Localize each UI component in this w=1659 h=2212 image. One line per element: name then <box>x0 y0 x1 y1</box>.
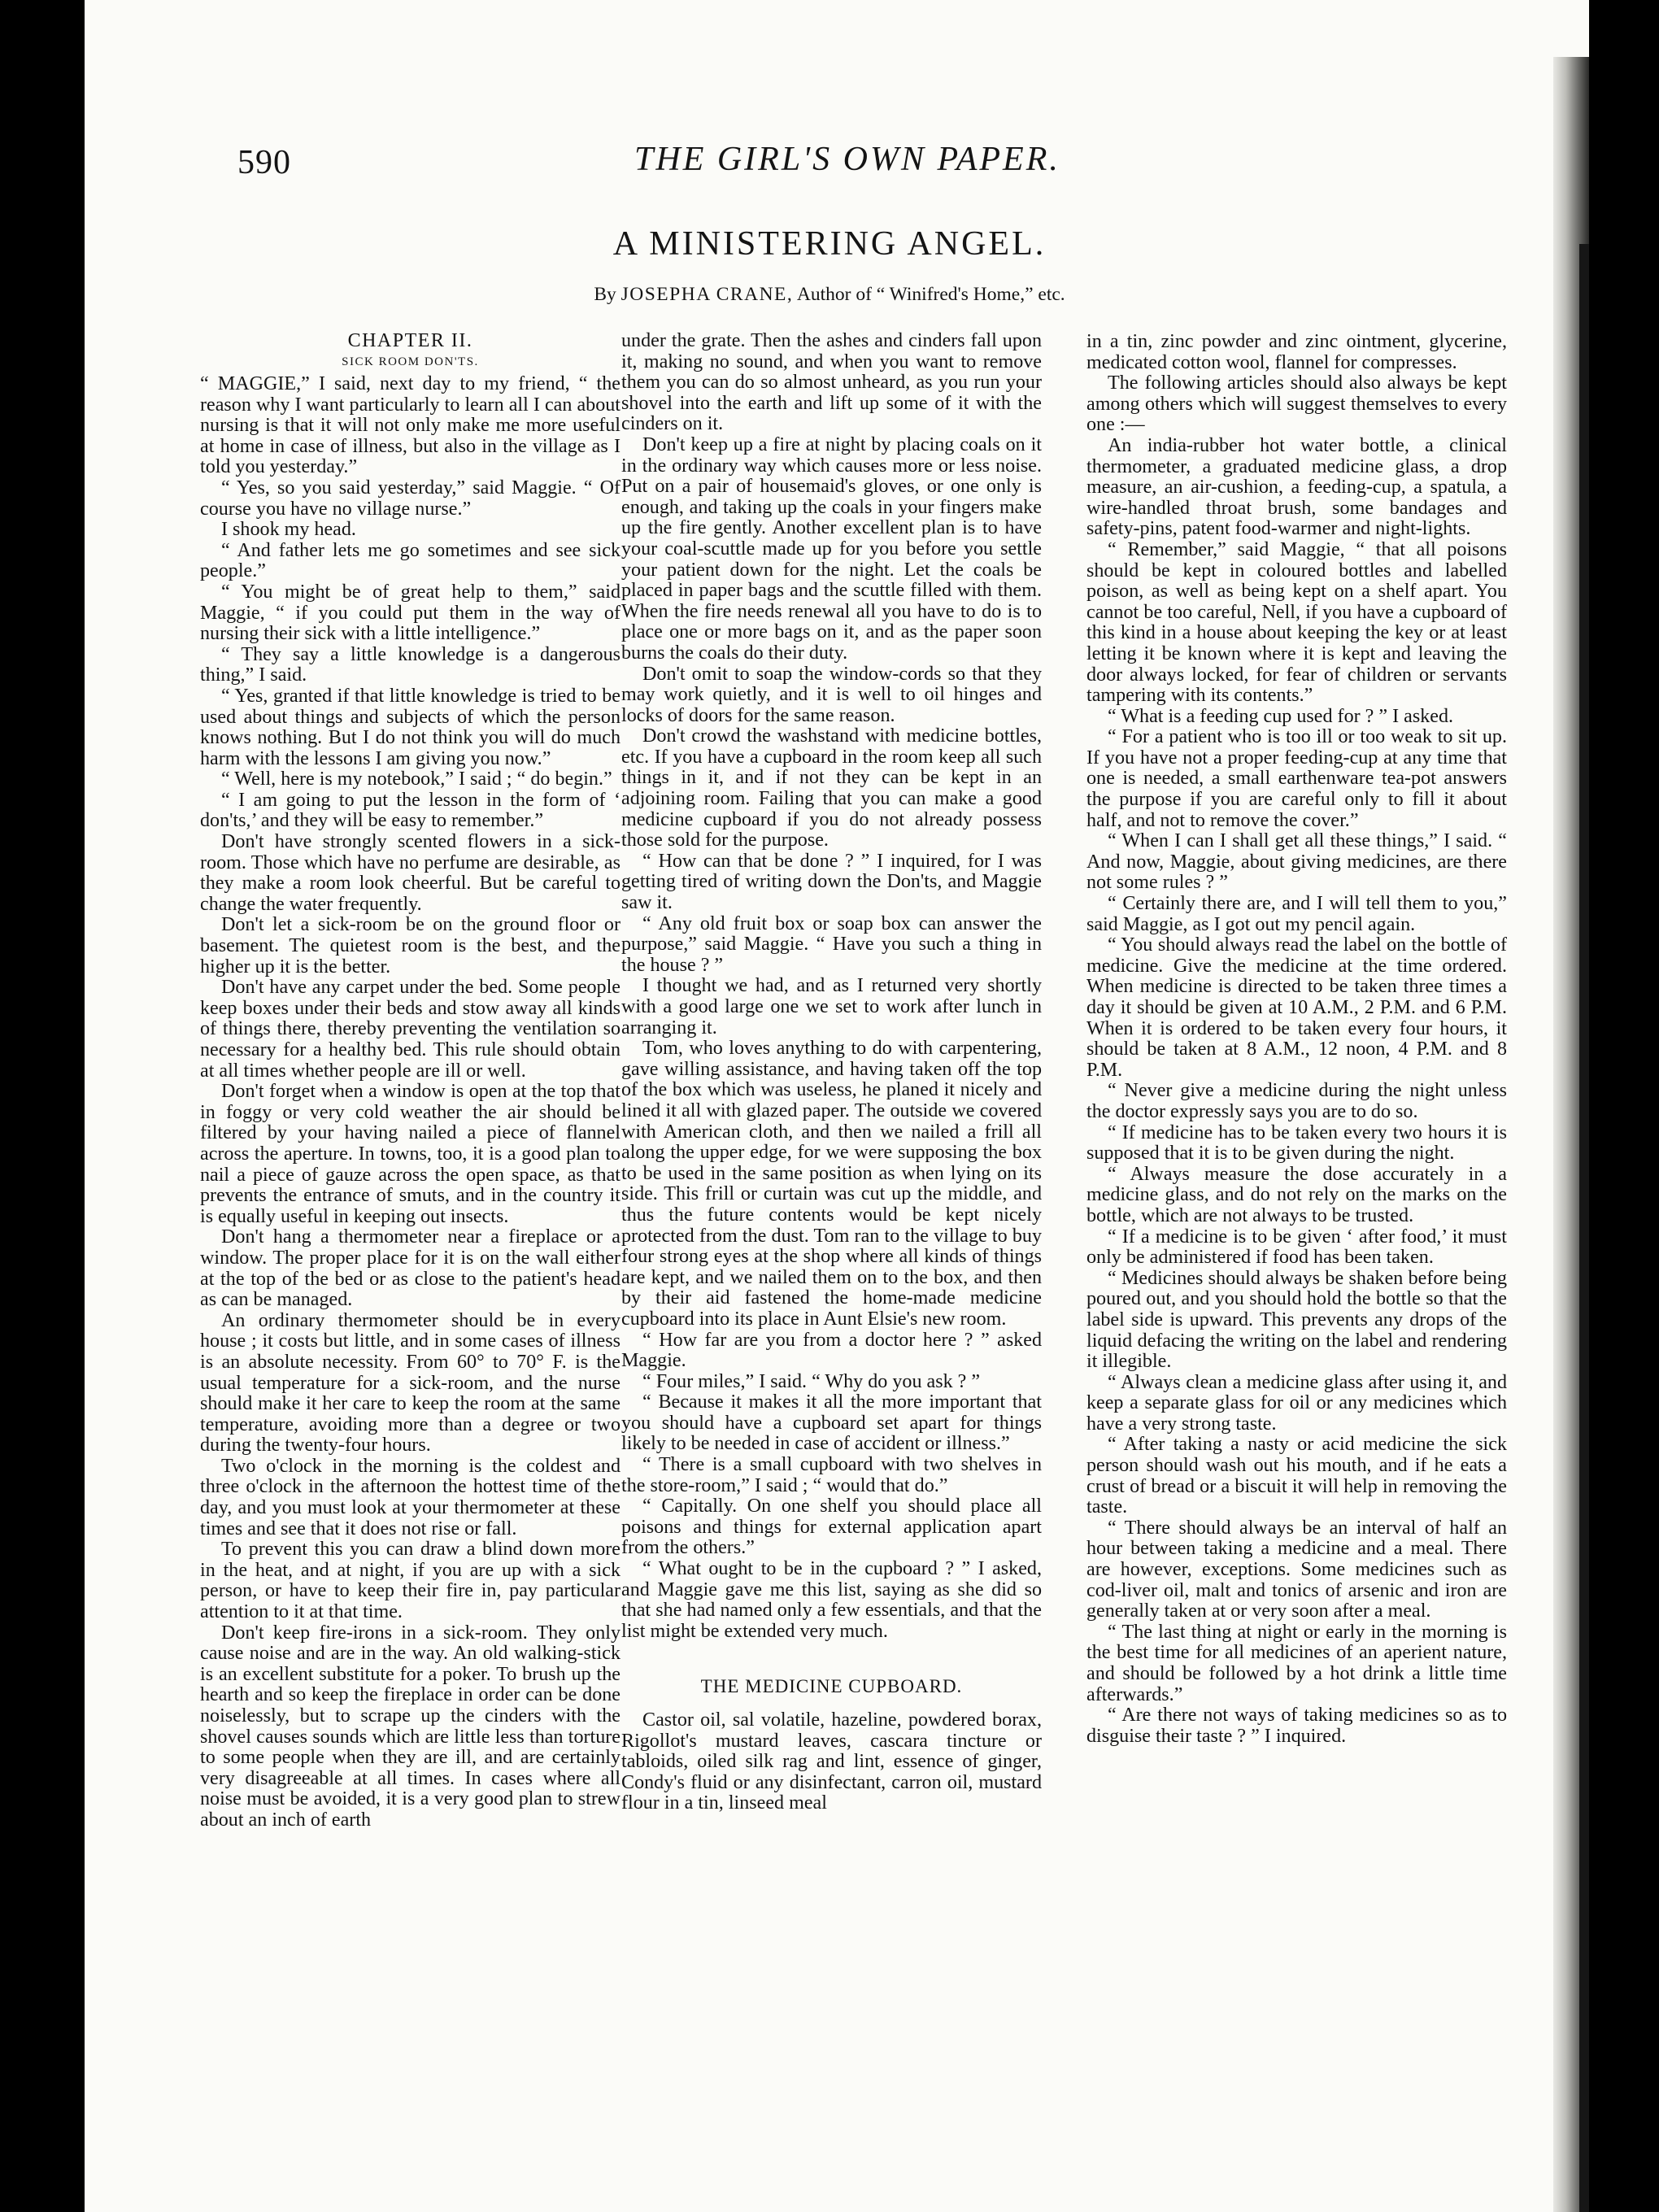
paragraph: “ MAGGIE,” I said, next day to my friend, “ the reason why I want particularly to learn all I can about nursing is that it will not only make me more useful at home in case of illness, but also in the village as I told you yesterday.” <box>200 373 620 478</box>
paragraph: “ You might be of great help to them,” said Maggie, “ if you could put them in the way of nursing their sick with a little intelligence.” <box>200 581 620 645</box>
paragraph: under the grate. Then the ashes and cinders fall upon it, making no sound, and when you want to remove them you can do so almost unheard, as you run your shovel into the earth and lift up some of it with the cinders on it. <box>621 330 1042 435</box>
column-3 <box>1086 332 1507 1747</box>
paragraph: Two o'clock in the morning is the coldest and three o'clock in the afternoon the hottest time of the day, and you must look at your thermometer at these times and see that it does not rise or fall. <box>200 1455 620 1539</box>
paragraph: “ What ought to be in the cupboard ? ” I asked, and Maggie gave me this list, saying as she did so that she had named only a few essentials, and that the list might be extended very much. <box>621 1558 1042 1642</box>
column-2 <box>621 331 1042 1814</box>
paragraph: “ Always clean a medicine glass after using it, and keep a separate glass for oil or any medicines which have a very strong taste. <box>1086 1371 1507 1435</box>
paragraph: Don't omit to soap the window-cords so that they may work quietly, and it is well to oil hinges and locks of doors for the same reason. <box>621 663 1042 726</box>
paragraph: “ Remember,” said Maggie, “ that all poisons should be kept in coloured bottles and labelled poison, as well as being kept on a shelf apart. You cannot be too careful, Nell, if you have a cupboard of this kind in a house about keeping the key or at least letting it be known where it is kept and leaving the door always locked, for fear of children or servants tampering with its contents.” <box>1086 538 1507 707</box>
paragraph: “ When I can I shall get all these things,” I said. “ And now, Maggie, about giving medicines, are there not some rules ? ” <box>1086 830 1507 894</box>
paragraph: An ordinary thermometer should be in every house ; it costs but little, and in some cases of illness is an absolute necessity. From 60° to 70° F. is the usual temperature for a sick-room, and the nurse should make it her care to keep the room at the same temperature, avoiding more than a degree or two during the twenty-four hours. <box>200 1309 620 1457</box>
paragraph: “ If a medicine is to be given ‘ after food,’ it must only be administered if food has been taken. <box>1086 1226 1507 1269</box>
paragraph: Don't have strongly scented flowers in a sick-room. Those which have no perfume are desirable, as they make a room look cheerful. But be careful to change the water frequently. <box>200 831 620 915</box>
paragraph: “ If medicine has to be taken every two hours it is supposed that it is to be given during the night. <box>1086 1121 1507 1165</box>
paragraph: “ Any old fruit box or soap box can answer the purpose,” said Maggie. “ Have you such a thing in the house ? ” <box>621 912 1042 976</box>
byline-prefix: By <box>594 284 616 305</box>
running-title: THE GIRL'S OWN PAPER. <box>634 141 1060 178</box>
paragraph: The following articles should also always be kept among others which will suggest themselves to every one :— <box>1086 372 1507 436</box>
byline-suffix: Author of “ Winifred's Home,” etc. <box>796 284 1065 305</box>
paragraph: “ How far are you from a doctor here ? ” asked Maggie. <box>621 1329 1042 1372</box>
paragraph: Don't have any carpet under the bed. Some people keep boxes under their beds and stow away all kinds of things there, thereby preventing the ventilation so necessary for a healthy bed. This rule should obtain at all times whether people are ill or well. <box>200 977 620 1082</box>
paragraph: “ Capitally. On one shelf you should place all poisons and things for external application apart from the others.” <box>621 1496 1042 1559</box>
paragraph: “ Always measure the dose accurately in a medicine glass, and do not rely on the marks on the bottle, which are not always to be trusted. <box>1086 1163 1507 1226</box>
paragraph: An india-rubber hot water bottle, a clinical thermometer, a graduated medicine glass, a drop measure, an air-cushion, a feeding-cup, a spatula, a wire-handled throat brush, some bandages and safety-pins, patent food-warmer and night-lights. <box>1086 434 1507 540</box>
paragraph: To prevent this you can draw a blind down more in the heat, and at night, if you are up with a sick person, or have to keep their fire in, pay particular attention to it at that time. <box>200 1539 620 1623</box>
paragraph: “ Certainly there are, and I will tell them to you,” said Maggie, as I got out my pencil again. <box>1086 893 1507 935</box>
paragraph: Don't let a sick-room be on the ground floor or basement. The quietest room is the best, and the higher up it is the better. <box>200 914 620 978</box>
paragraph: “ You should always read the label on the bottle of medicine. Give the medicine at the time ordered. When medicine is directed to be taken three times a day it should be given at 10 A.M., 2 P.M. and 6 P.M. When it is ordered to be taken every four hours, it should be taken at 8 A.M., 12 noon, 4 P.M. and 8 P.M. <box>1086 934 1507 1081</box>
paragraph: “ How can that be done ? ” I inquired, for I was getting tired of writing down the Don'ts, and Maggie saw it. <box>621 850 1042 914</box>
chapter-subheading: SICK ROOM DON'TS. <box>342 355 479 368</box>
paragraph: Don't hang a thermometer near a fireplace or a window. The proper place for it is on the wall either at the top of the bed or as close to the patient's head as can be managed. <box>200 1226 620 1311</box>
page-number: 590 <box>237 144 291 181</box>
column-3-text <box>1086 332 1507 1747</box>
paragraph: “ The last thing at night or early in the morning is the best time for all medicines of an aperient nature, and should be followed by a hot drink a little time afterwards.” <box>1086 1621 1507 1705</box>
paragraph: “ After taking a nasty or acid medicine the sick person should wash out his mouth, and if he eats a crust of bread or a biscuit it will help in removing the taste. <box>1086 1434 1507 1518</box>
paragraph: “ Yes, granted if that little knowledge is tried to be used about things and subjects of which the person knows nothing. But I do not think you will do much harm with the lessons I am giving you now.” <box>200 685 620 769</box>
section-gap-2 <box>621 1697 1042 1710</box>
medicine-list-paragraph: Castor oil, sal volatile, hazeline, powdered borax, Rigollot's mustard leaves, cascara tincture or tabloids, oiled silk rag and lint, essence of ginger, Condy's fluid or any disinfectant, carron oil, mustard flour in a tin, linseed meal <box>621 1709 1042 1814</box>
article-byline <box>0 284 1659 306</box>
paragraph: “ I am going to put the lesson in the form of ‘ don'ts,’ and they will be easy to remember.” <box>200 789 620 832</box>
byline-author: JOSEPHA CRANE, <box>620 284 794 305</box>
section-heading: THE MEDICINE CUPBOARD. <box>700 1676 963 1697</box>
paragraph: “ What is a feeding cup used for ? ” I asked. <box>1108 705 1454 727</box>
paragraph: “ Well, here is my notebook,” I said ; “ do begin.” <box>221 769 612 790</box>
paragraph: “ Never give a medicine during the night unless the doctor expressly says you are to do so. <box>1086 1080 1507 1122</box>
page-edge-dark-strip <box>1579 244 1589 2212</box>
article-title: A MINISTERING ANGEL. <box>612 225 1047 263</box>
paragraph: I thought we had, and as I returned very shortly with a good large one we set to work after lunch in arranging it. <box>621 975 1042 1039</box>
section-gap <box>621 1642 1042 1676</box>
paragraph: “ Are there not ways of taking medicines so as to disguise their taste ? ” I inquired. <box>1086 1705 1507 1747</box>
paragraph: I shook my head. <box>221 519 356 541</box>
column-1-text <box>200 374 620 1831</box>
paragraph: “ Four miles,” I said. “ Why do you ask ? ” <box>642 1370 981 1392</box>
paragraph: in a tin, zinc powder and zinc ointment, glycerine, medicated cotton wool, flannel for compresses. <box>1086 331 1507 373</box>
paragraph: “ Because it makes it all the more important that you should have a cupboard set apart for things likely to be needed in case of accident or illness.” <box>621 1391 1042 1455</box>
chapter-heading: CHAPTER II. <box>347 330 473 351</box>
paragraph: Don't crowd the washstand with medicine bottles, etc. If you have a cupboard in the room keep all such things in it, and if not they can be kept in an adjoining room. Failing that you can make a good medicine cupboard if you do not already possess those sold for the purpose. <box>621 725 1042 851</box>
paragraph: Tom, who loves anything to do with carpentering, gave willing assistance, and having taken off the top of the box which was useless, he planed it nicely and lined it all with glazed paper. The outside we covered with American cloth, and then we nailed a frill all along the upper edge, for we were supposing the box to be used in the same position as when lying on its side. This frill or curtain was cut up the middle, and thus the future contents would be kept nicely protected from the dust. Tom ran to the village to buy four strong eyes at the shop where all kinds of things are kept, and we nailed them on to the box, and then by their aid fastened the home-made medicine cupboard into its place in Aunt Elsie's new room. <box>621 1038 1042 1330</box>
paragraph: Don't keep up a fire at night by placing coals on it in the ordinary way which causes more or less noise. Put on a pair of housemaid's gloves, or one only is enough, and taking up the coals in your fingers make up the fire gently. Another excellent plan is to have your coal-scuttle made up for you before you settle your patient down for the night. Let the coals be placed in paper bags and the scuttle filled with them. When the fire needs renewal all you have to do is to place one or more bags on it, and as the paper soon burns the coals do their duty. <box>621 433 1042 664</box>
paragraph: “ For a patient who is too ill or too weak to sit up. If you have not a proper feeding-cup at any time that one is needed, a small earthenware tea-pot answers the purpose if you are careful only to fill it about half, and not to remove the cover.” <box>1086 726 1507 831</box>
column-1 <box>200 329 620 1831</box>
paragraph: “ There should always be an interval of half an hour between taking a medicine and a meal. There are however, exceptions. Some medicines such as cod-liver oil, malt and tonics of arsenic and iron are generally taken at or very soon after a meal. <box>1086 1517 1507 1622</box>
paragraph: “ Yes, so you said yesterday,” said Maggie. “ Of course you have no village nurse.” <box>200 477 620 520</box>
paragraph: “ And father lets me go sometimes and see sick people.” <box>200 539 620 582</box>
paragraph: “ They say a little knowledge is a dangerous thing,” I said. <box>200 643 620 686</box>
paragraph: “ There is a small cupboard with two shelves in the store-room,” I said ; “ would that do.” <box>621 1454 1042 1496</box>
column-2-text <box>621 331 1042 1642</box>
paragraph: “ Medicines should always be shaken before being poured out, and you should hold the bottle so that the label side is upward. This prevents any drops of the liquid defacing the writing on the label and rendering it illegible. <box>1086 1267 1507 1373</box>
paragraph: Don't keep fire-irons in a sick-room. They only cause noise and are in the way. An old walking-stick is an excellent substitute for a poker. To brush up the hearth and so keep the fireplace in order can be done noiselessly, but to scrape up the cinders with the shovel causes sounds which are little less than torture to some people when they are ill, and are certainly very disagreeable at all times. In cases where all noise must be avoided, it is a very good plan to strew about an inch of earth <box>200 1622 620 1831</box>
paragraph: Don't forget when a window is open at the top that in foggy or very cold weather the air should be filtered by your having nailed a piece of flannel across the aperture. In towns, too, it is a good plan to nail a piece of gauze across the open space, as that prevents the entrance of smuts, and in the country it is equally useful in keeping out insects. <box>200 1081 620 1227</box>
